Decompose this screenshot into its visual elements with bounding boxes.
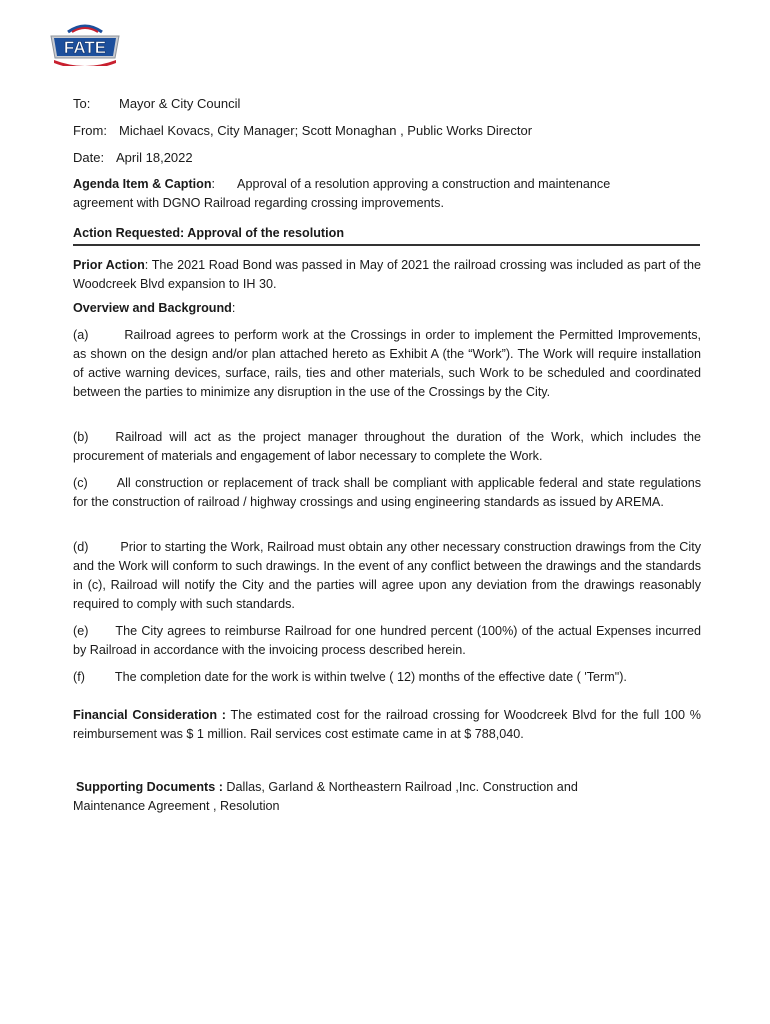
date-value: April 18,2022	[116, 150, 193, 165]
item-a	[73, 326, 701, 402]
agenda-label: Agenda Item & Caption	[73, 177, 212, 191]
item-f-letter: (f)	[73, 670, 85, 684]
item-d-letter: (d)	[73, 540, 89, 554]
overview-label: Overview and Background	[73, 301, 232, 315]
supporting-documents	[73, 778, 701, 816]
to-line	[73, 94, 701, 113]
logo-text: FATE	[63, 38, 107, 57]
supporting-line1: Dallas, Garland & Northeastern Railroad ,Inc. Construction and	[226, 780, 578, 794]
financial-label: Financial Consideration :	[73, 708, 226, 722]
fate-logo	[48, 22, 122, 66]
financial-text: The estimated cost for the railroad crossing for Woodcreek Blvd for the full 100 % reimbursement was $ 1 million. Rail services cost estimate came in at $ 788,040.	[73, 708, 701, 741]
agenda-line1: Approval of a resolution approving a construction and maintenance	[237, 177, 611, 191]
prior-action	[73, 256, 701, 294]
section-divider	[73, 244, 700, 246]
agenda-line2: agreement with DGNO Railroad regarding crossing improvements.	[73, 196, 444, 210]
item-a-text: Railroad agrees to perform work at the Crossings in order to implement the Permitted Improvements, as shown on the design and/or plan attached hereto as Exhibit A (the “Work”). The Work will require installation of active warning devices, surface, rails, ties and other materials, such Work to be scheduled and coordinated between the parties to minimize any disruption in the use of the Crossings by the City.	[73, 328, 701, 399]
supporting-line2: Maintenance Agreement , Resolution	[73, 799, 280, 813]
item-f-text: The completion date for the work is within twelve ( 12) months of the effective date ( 'Term").	[114, 670, 627, 684]
agenda-sep: :	[211, 177, 216, 191]
overview-sep: :	[231, 301, 236, 315]
item-e-letter: (e)	[73, 624, 89, 638]
overview-heading	[73, 299, 701, 318]
fate-logo-graphic	[48, 22, 122, 66]
item-e	[73, 622, 701, 660]
item-b-text: Railroad will act as the project manager throughout the duration of the Work, which includes the procurement of materials and engagement of labor necessary to complete the Work.	[73, 430, 701, 463]
prior-action-label: Prior Action	[73, 258, 145, 272]
item-b-letter: (b)	[73, 430, 89, 444]
agenda-item	[73, 175, 701, 213]
item-e-text: The City agrees to reimburse Railroad for one hundred percent (100%) of the actual Expenses incurred by Railroad in accordance with the invoicing process described herein.	[73, 624, 701, 657]
item-b	[73, 428, 701, 466]
item-d	[73, 538, 701, 614]
action-requested: Action Requested: Approval of the resolution	[73, 226, 345, 240]
prior-action-text: : The 2021 Road Bond was passed in May of 2021 the railroad crossing was included as part of the Woodcreek Blvd expansion to IH 30.	[73, 258, 701, 291]
item-c-letter: (c)	[73, 476, 88, 490]
supporting-label: Supporting Documents :	[76, 780, 223, 794]
item-a-letter: (a)	[73, 328, 89, 342]
to-label: To:	[73, 96, 91, 111]
item-c	[73, 474, 701, 512]
financial-consideration	[73, 706, 701, 744]
to-value: Mayor & City Council	[119, 96, 241, 111]
date-line	[73, 148, 701, 167]
from-label: From:	[73, 123, 107, 138]
date-label: Date:	[73, 150, 105, 165]
from-value: Michael Kovacs, City Manager; Scott Monaghan , Public Works Director	[119, 123, 533, 138]
from-line	[73, 121, 701, 140]
item-d-text: Prior to starting the Work, Railroad must obtain any other necessary construction drawings from the City and the Work will conform to such drawings. In the event of any conflict between the drawings and the standards in (c), Railroad will notify the City and the parties will agree upon any deviation from the drawings reasonably required to comply with such standards.	[73, 540, 701, 611]
item-c-text: All construction or replacement of track shall be compliant with applicable federal and state regulations for the construction of railroad / highway crossings and using engineering standards as issued by AREMA.	[73, 476, 701, 509]
item-f	[73, 668, 701, 687]
